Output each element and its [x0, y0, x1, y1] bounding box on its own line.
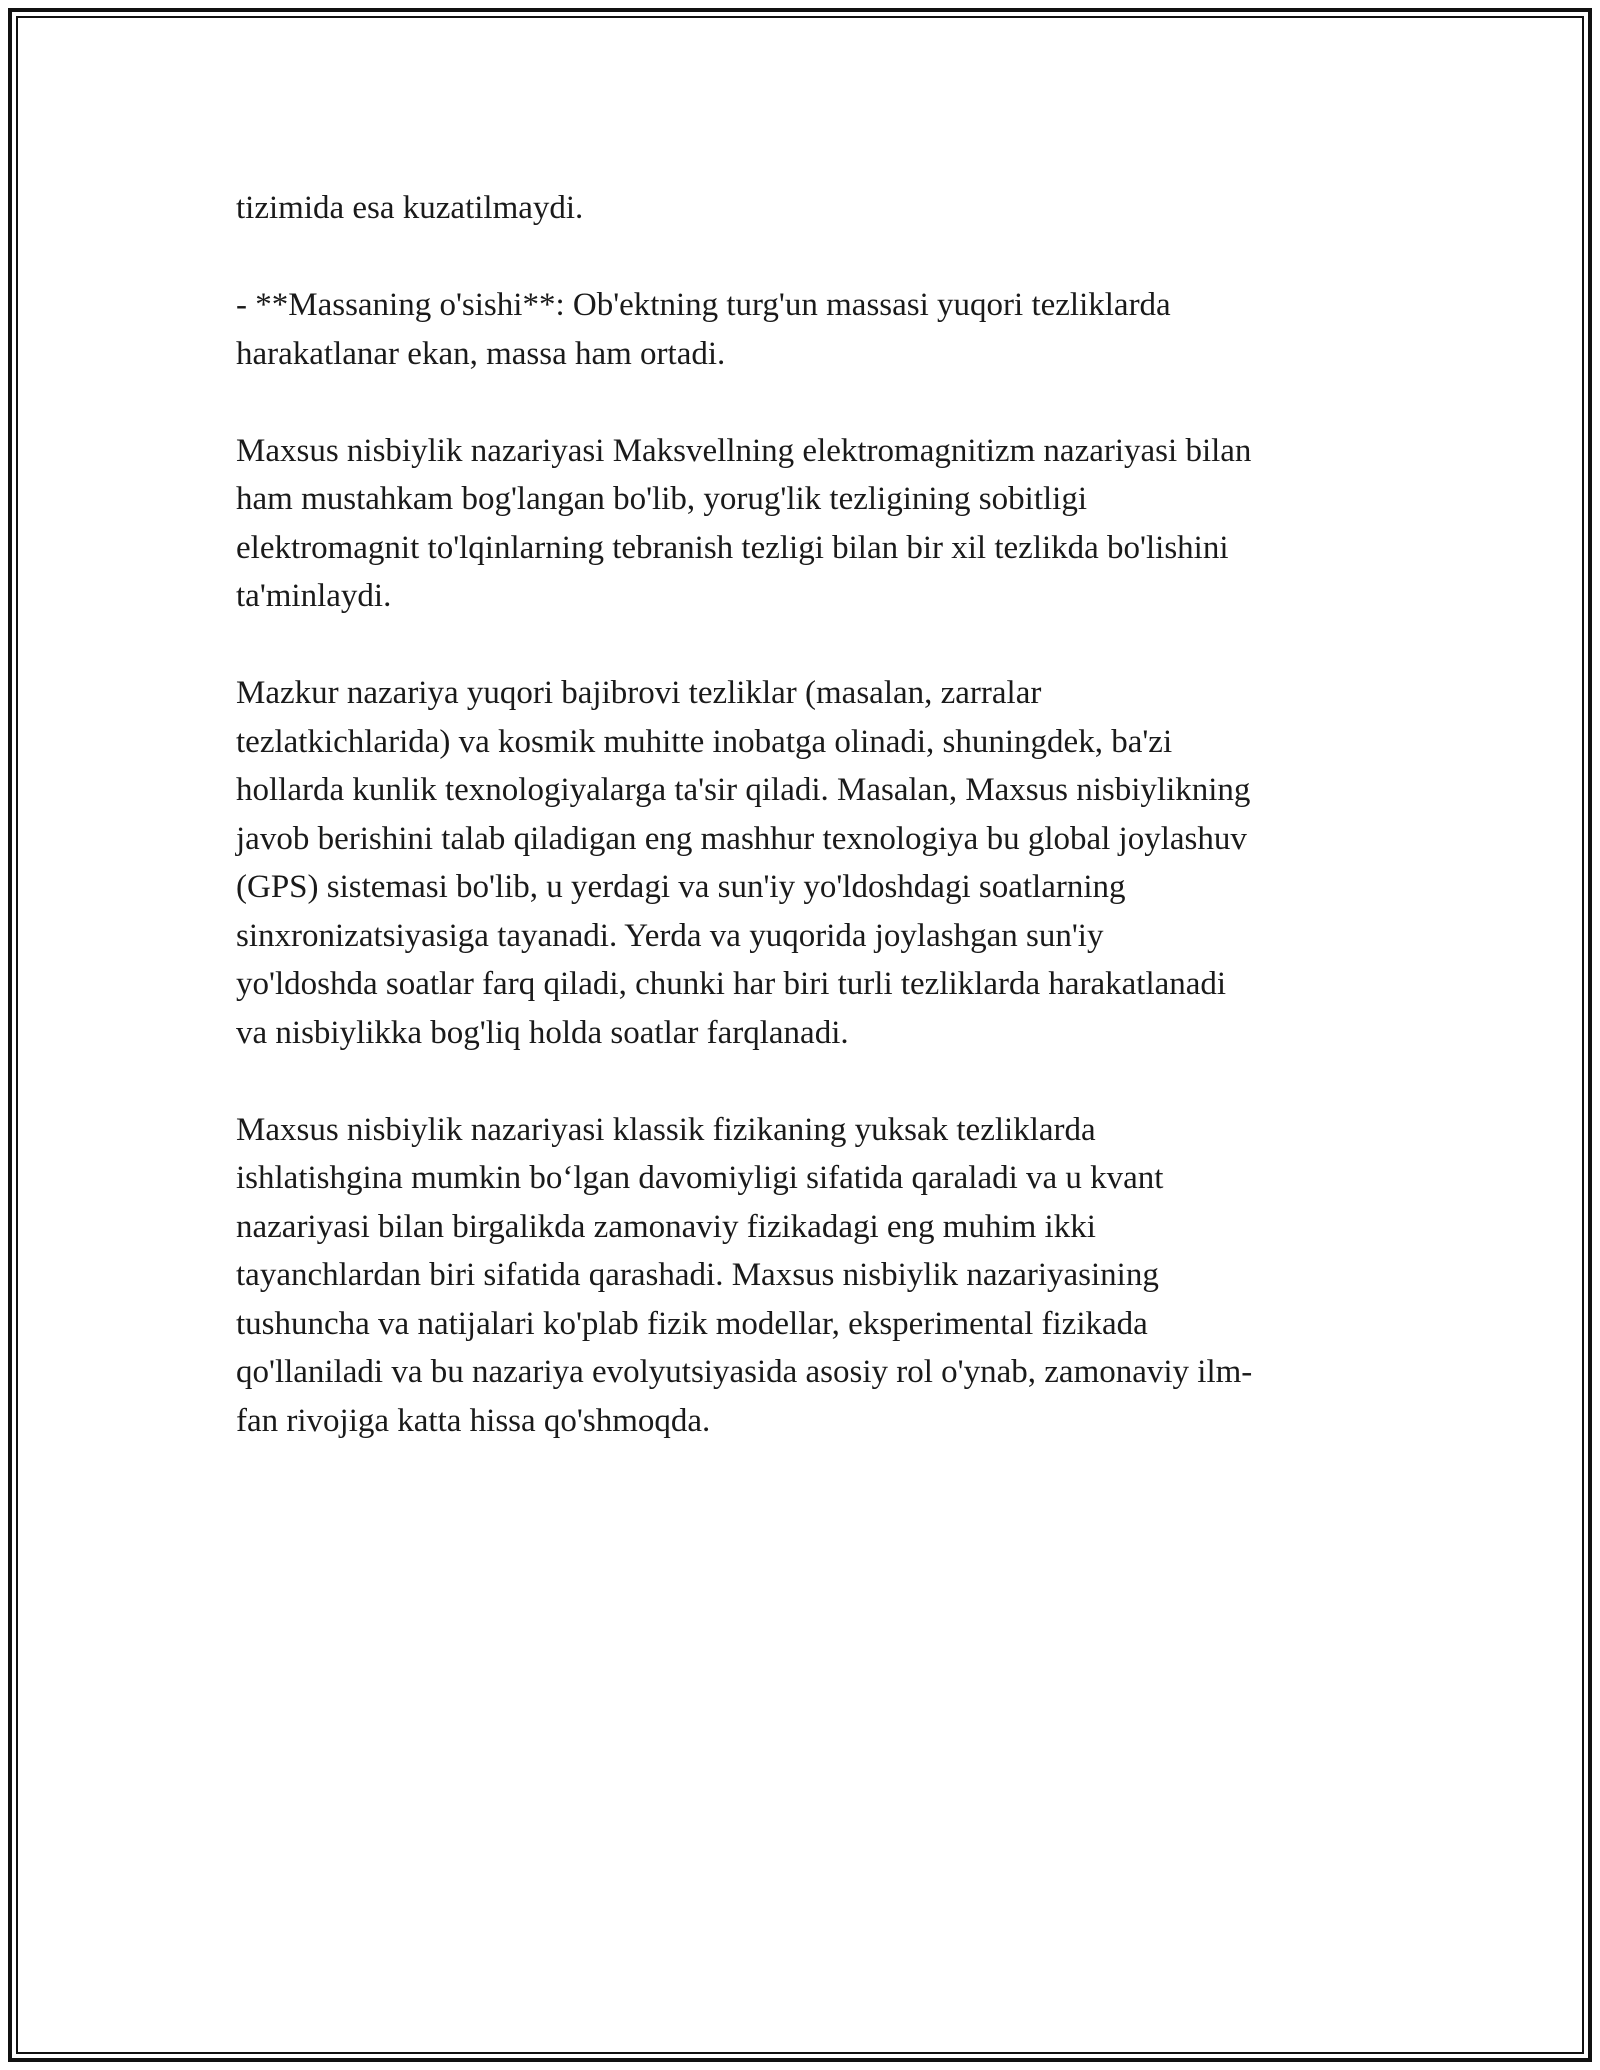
paragraph-maxwell: Maxsus nisbiylik nazariyasi Maksvellning elektromagnitizm nazariyasi bilan ham mustahkam bog'langan bo'lib, yorug'lik tezligining sobitligi elektromagnit to'lqinlarning tebranish tezligi bilan bir xil tezlikda bo'lishini ta'minlaydi. [236, 432, 1252, 614]
paragraph-continuation: tizimida esa kuzatilmaydi. [236, 190, 584, 226]
paragraph-gps: Mazkur nazariya yuqori bajibrovi tezliklar (masalan, zarralar tezlatkichlarida) va kosmik muhitte inobatga olinadi, shuningdek, ba'zi hollarda kunlik texnologiyalarga ta'sir qiladi. Masalan, Maxsus nisbiylikning javob berishini talab qiladigan eng mashhur texnologiya bu global joylashuv (GPS) sistemasi bo'lib, u yerdagi va sun'iy yo'ldoshdagi soatlarning sinxronizatsiyasiga tayanadi. Yerda va yuqorida joylashgan sun'iy yo'ldoshda soatlar farq qiladi, chunki har biri turli tezliklarda harakatlanadi va nisbiylikka bog'liq holda soatlar farqlanadi. [236, 675, 1251, 1051]
paragraph-mass-increase: - **Massaning o'sishi**: Ob'ektning turg'un massasi yuqori tezliklarda harakatlanar ekan, massa ham ortadi. [236, 287, 1171, 372]
document-body [236, 184, 1386, 1494]
paragraph-conclusion: Maxsus nisbiylik nazariyasi klassik fizikaning yuksak tezliklarda ishlatishgina mumkin bo‘lgan davomiyligi sifatida qaraladi va u kvant nazariyasi bilan birgalikda zamonaviy fizikadagi eng muhim ikki tayanchlardan biri sifatida qarashadi. Maxsus nisbiylik nazariyasining tushuncha va natijalari ko'plab fizik modellar, eksperimental fizikada qo'llaniladi va bu nazariya evolyutsiyasida asosiy rol o'ynab, zamonaviy ilm- fan rivojiga katta hissa qo'shmoqda. [236, 1111, 1253, 1439]
